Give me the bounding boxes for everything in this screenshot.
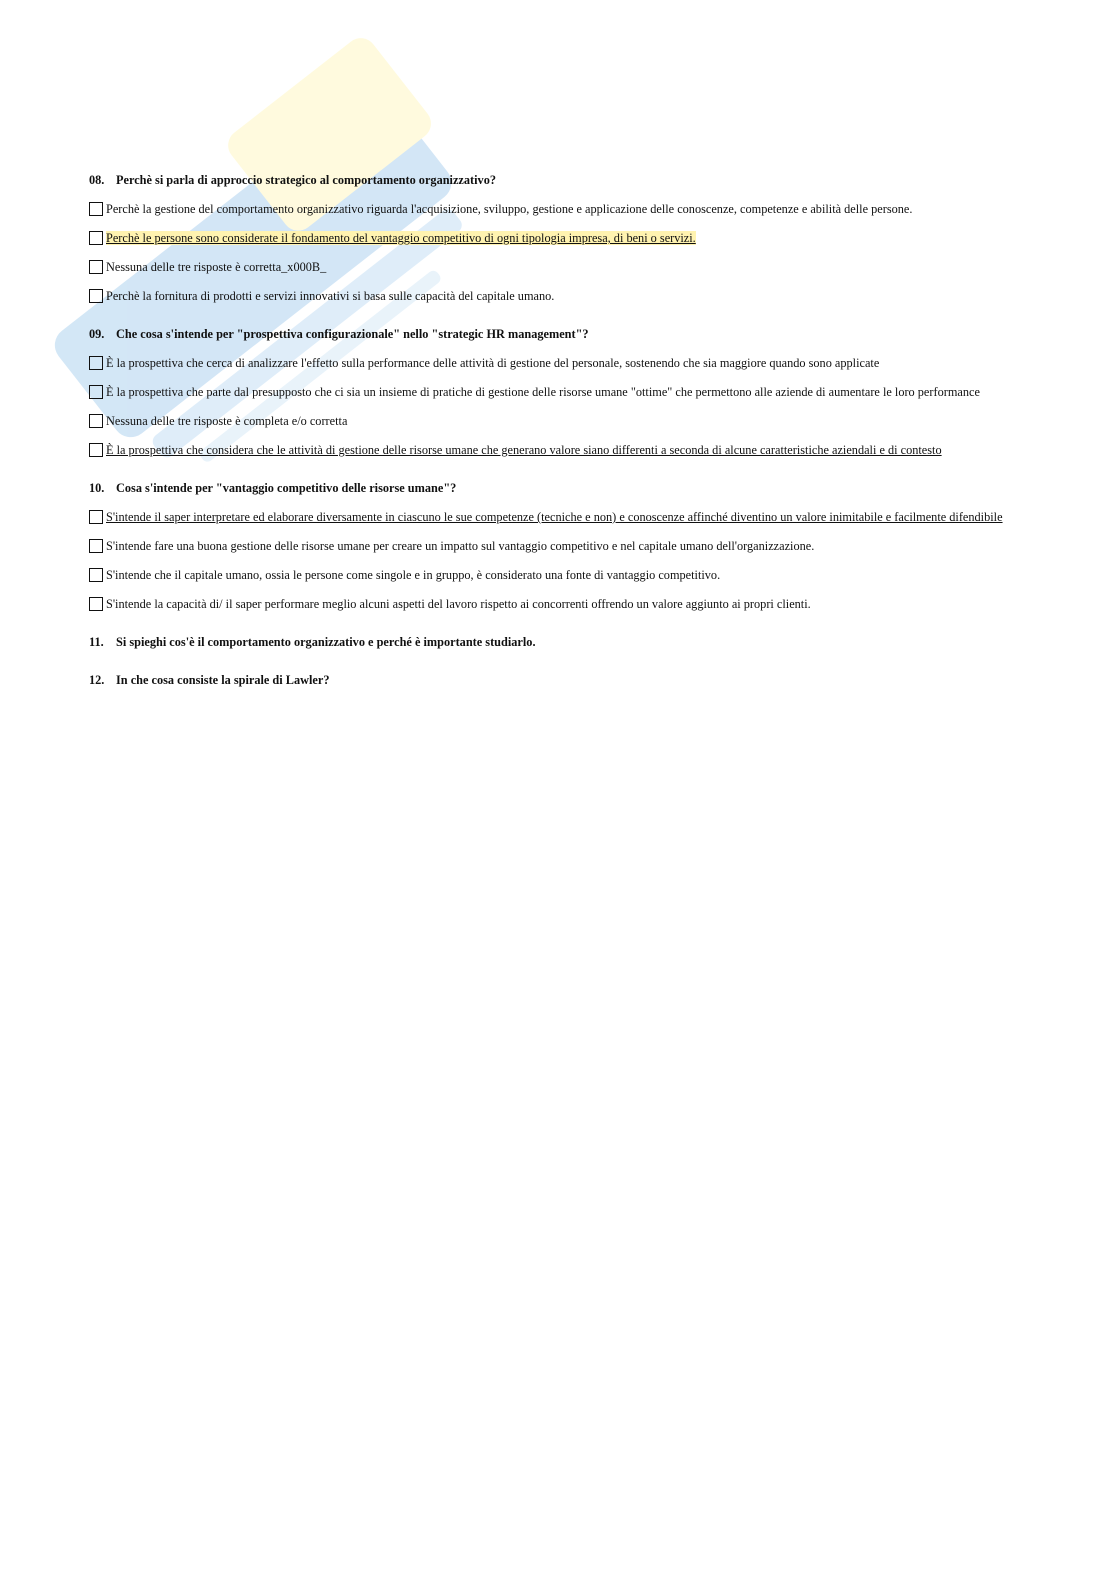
answer-option: S'intende fare una buona gestione delle risorse umane per creare un impatto sul vantaggio competitivo e nel capitale umano dell'organizzazione. (89, 538, 1029, 554)
answer-checkbox[interactable] (89, 385, 103, 399)
question-12 (89, 672, 1029, 688)
answer-option: Nessuna delle tre risposte è corretta_x000B_ (89, 259, 1029, 275)
answer-checkbox[interactable] (89, 356, 103, 370)
marked-answer-text: È la prospettiva che considera che le attività di gestione delle risorse umane che generano valore siano differenti a seconda di alcune caratteristiche aziendali e di contesto (106, 443, 942, 457)
question-10 (89, 480, 1029, 612)
question-09 (89, 326, 1029, 458)
answer-option: È la prospettiva che parte dal presupposto che ci sia un insieme di pratiche di gestione delle risorse umane "ottime" che permettono alle aziende di aumentare le loro performance (89, 384, 1029, 400)
answer-checkbox[interactable] (89, 260, 103, 274)
answer-option: S'intende la capacità di/ il saper performare meglio alcuni aspetti del lavoro rispetto ai concorrenti offrendo un valore aggiunto ai propri clienti. (89, 596, 1029, 612)
answer-option (89, 509, 1029, 525)
answer-checkbox[interactable] (89, 202, 103, 216)
answer-checkbox[interactable] (89, 510, 103, 524)
question-title: 10. Cosa s'intende per "vantaggio competitivo delle risorse umane"? (89, 481, 457, 495)
answer-checkbox[interactable] (89, 289, 103, 303)
question-08 (89, 172, 1029, 304)
answer-option: Nessuna delle tre risposte è completa e/o corretta (89, 413, 1029, 429)
answer-checkbox[interactable] (89, 597, 103, 611)
marked-answer-text: S'intende il saper interpretare ed elaborare diversamente in ciascuno le sue competenze (tecniche e non) e conoscenze affinché diventino un valore inimitabile e facilmente difendibile (106, 510, 1003, 524)
answer-checkbox[interactable] (89, 414, 103, 428)
answer-option (89, 230, 1029, 246)
answer-checkbox[interactable] (89, 443, 103, 457)
answer-option (89, 442, 1029, 458)
answer-checkbox[interactable] (89, 539, 103, 553)
question-title: 08. Perchè si parla di approccio strategico al comportamento organizzativo? (89, 173, 496, 187)
question-11 (89, 634, 1029, 650)
question-title: 11. Si spieghi cos'è il comportamento organizzativo e perché è importante studiarlo. (89, 635, 536, 649)
answer-option: Perchè la gestione del comportamento organizzativo riguarda l'acquisizione, sviluppo, gestione e applicazione delle conoscenze, competenze e abilità delle persone. (89, 201, 1029, 217)
marked-answer-text: Perchè le persone sono considerate il fondamento del vantaggio competitivo di ogni tipologia impresa, di beni o servizi. (106, 231, 696, 245)
answer-option: Perchè la fornitura di prodotti e servizi innovativi si basa sulle capacità del capitale umano. (89, 288, 1029, 304)
answer-checkbox[interactable] (89, 231, 103, 245)
question-title: 12. In che cosa consiste la spirale di Lawler? (89, 673, 330, 687)
answer-checkbox[interactable] (89, 568, 103, 582)
question-title: 09. Che cosa s'intende per "prospettiva configurazionale" nello "strategic HR management"? (89, 327, 589, 341)
answer-option: È la prospettiva che cerca di analizzare l'effetto sulla performance delle attività di gestione del personale, sostenendo che sia maggiore quando sono applicate (89, 355, 1029, 371)
quiz-content (89, 172, 1029, 710)
answer-option: S'intende che il capitale umano, ossia le persone come singole e in gruppo, è considerato una fonte di vantaggio competitivo. (89, 567, 1029, 583)
